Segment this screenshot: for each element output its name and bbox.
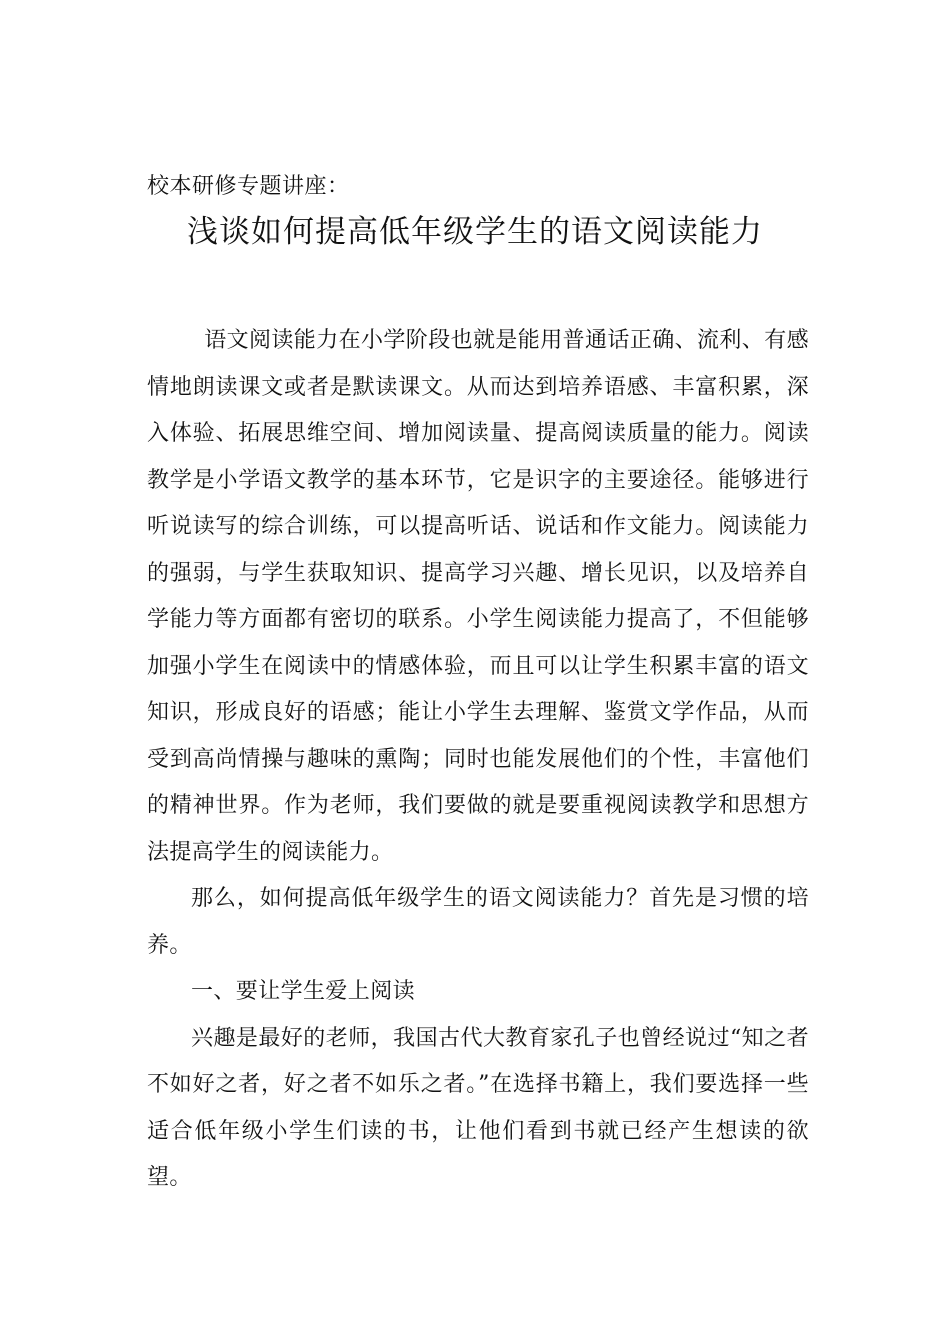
section-heading: 一、要让学生爱上阅读 (191, 979, 416, 1004)
paragraph-interest: 兴趣是最好的老师，我国古代大教育家孔子也曾经说过“知之者不如好之者，好之者不如乐之者。”在选择书籍上，我们要选择一些适合低年级小学生们读的书，让他们看到书就已经产生想读的欲望。 (147, 1025, 809, 1190)
lecture-subtitle: 校本研修专题讲座： (147, 174, 350, 199)
paragraph-intro: 语文阅读能力在小学阶段也就是能用普通话正确、流利、有感情地朗读课文或者是默读课文。从而达到培养语感、丰富积累，深入体验、拓展思维空间、增加阅读量、提高阅读质量的能力。阅读教学是小学语文教学的基本环节，它是识字的主要途径。能够进行听说读写的综合训练，可以提高听话、说话和作文能力。阅读能力的强弱，与学生获取知识、提高学习兴趣、增长见识，以及培养自学能力等方面都有密切的联系。小学生阅读能力提高了，不但能够加强小学生在阅读中的情感体验，而且可以让学生积累丰富的语文知识，形成良好的语感；能让小学生去理解、鉴赏文学作品，从而受到高尚情操与趣味的熏陶；同时也能发展他们的个性，丰富他们的精神世界。作为老师，我们要做的就是要重视阅读教学和思想方法提高学生的阅读能力。 (147, 328, 809, 865)
document-body (147, 318, 809, 1202)
document-title: 浅谈如何提高低年级学生的语文阅读能力 (187, 214, 763, 250)
paragraph-question: 那么，如何提高低年级学生的语文阅读能力？首先是习惯的培养。 (147, 886, 809, 958)
